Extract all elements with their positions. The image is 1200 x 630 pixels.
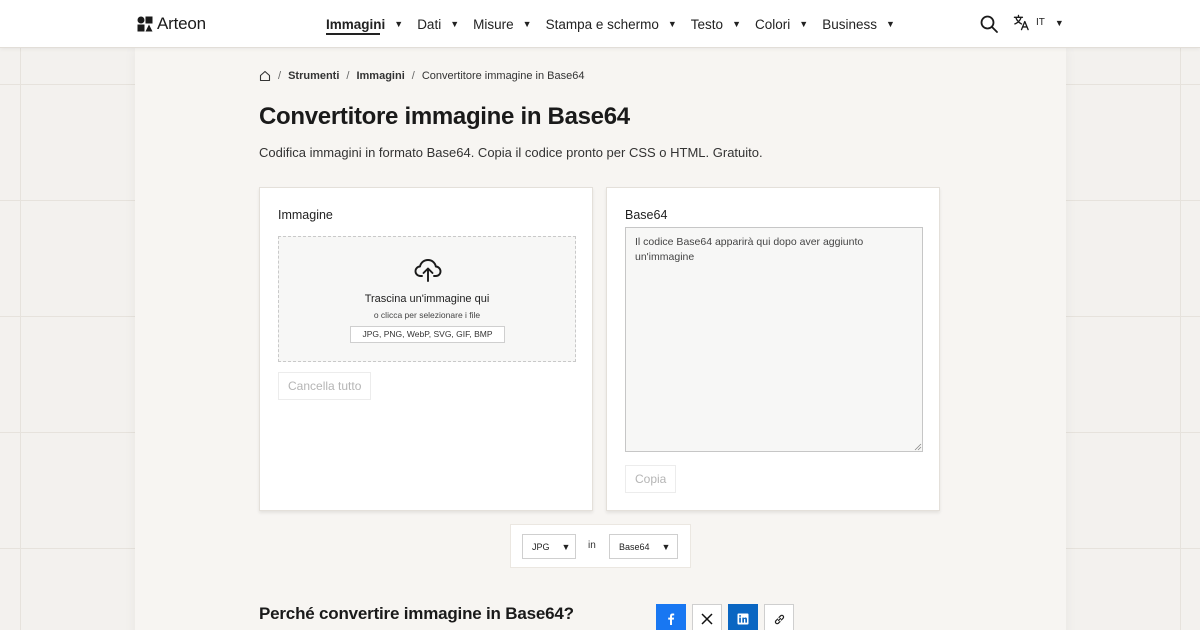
caret-down-icon: ▼ <box>1054 17 1064 28</box>
cloud-upload-icon <box>413 255 443 285</box>
link-icon <box>773 613 786 626</box>
x-icon <box>701 613 713 625</box>
image-label: Immagine <box>278 208 333 222</box>
from-format-value: JPG <box>532 541 550 552</box>
nav-item-colori[interactable] <box>755 0 808 48</box>
from-format-select[interactable] <box>522 534 576 559</box>
nav-label: Business <box>822 16 877 32</box>
main-content <box>135 48 1066 630</box>
caret-down-icon: ▼ <box>394 19 404 29</box>
supported-formats-badge: JPG, PNG, WebP, SVG, GIF, BMP <box>350 326 505 343</box>
nav-label: Testo <box>690 16 724 32</box>
nav-label: Misure <box>473 16 514 32</box>
share-x-button[interactable] <box>692 604 722 630</box>
page-subtitle: Codifica immagini in formato Base64. Copia il codice pronto per CSS o HTML. Gratuito. <box>259 145 763 160</box>
caret-down-icon: ▼ <box>885 19 895 29</box>
breadcrumb-separator: / <box>278 70 282 82</box>
to-format-select[interactable] <box>609 534 678 559</box>
nav-label: Immagini <box>326 16 386 32</box>
breadcrumb-current: Convertitore immagine in Base64 <box>421 70 585 82</box>
share-linkedin-button[interactable] <box>728 604 758 630</box>
nav-label: Colori <box>755 16 791 32</box>
page-title: Convertitore immagine in Base64 <box>259 103 630 130</box>
why-section-title: Perché convertire immagine in Base64? <box>259 604 574 623</box>
base64-output-card <box>606 187 940 511</box>
caret-down-icon: ▼ <box>732 19 741 29</box>
base64-output-textarea[interactable] <box>625 227 923 452</box>
home-icon[interactable] <box>259 70 271 82</box>
share-facebook-button[interactable] <box>656 604 686 630</box>
caret-down-icon: ▼ <box>450 19 460 29</box>
active-underline <box>326 33 380 35</box>
dropzone-subtitle: o clicca per selezionare i file <box>373 310 481 320</box>
nav-item-business[interactable] <box>822 0 895 48</box>
nav-item-misure[interactable] <box>473 0 531 48</box>
breadcrumb-separator: / <box>346 70 350 82</box>
search-icon[interactable] <box>979 14 999 34</box>
nav-label: Dati <box>417 16 442 32</box>
nav-item-testo[interactable] <box>691 0 741 48</box>
nav-label: Stampa e schermo <box>545 16 659 32</box>
facebook-icon <box>665 613 677 625</box>
logo-icon <box>137 16 153 32</box>
site-header <box>0 0 1200 48</box>
image-input-card <box>259 187 593 511</box>
copy-button[interactable]: Copia <box>625 465 676 493</box>
caret-down-icon: ▼ <box>561 541 571 552</box>
language-selector[interactable] <box>1013 14 1064 31</box>
breadcrumb-immagini[interactable]: Immagini <box>356 70 405 82</box>
caret-down-icon: ▼ <box>667 19 677 29</box>
translate-icon <box>1013 14 1030 31</box>
base64-label: Base64 <box>625 208 668 222</box>
logo[interactable] <box>137 14 206 34</box>
nav-item-stampa-e-schermo[interactable] <box>546 0 677 48</box>
breadcrumb-strumenti[interactable]: Strumenti <box>288 70 340 82</box>
breadcrumb-separator: / <box>411 70 415 82</box>
language-code: IT <box>1036 17 1045 28</box>
format-converter-bar <box>510 524 691 568</box>
main-nav <box>326 0 909 48</box>
resize-grip-icon[interactable] <box>914 443 922 451</box>
caret-down-icon: ▼ <box>661 541 671 552</box>
to-format-value: Base64 <box>619 541 650 552</box>
breadcrumb <box>259 70 584 82</box>
clear-all-button[interactable]: Cancella tutto <box>278 372 371 400</box>
in-label: in <box>588 540 596 551</box>
linkedin-icon <box>737 613 749 625</box>
copy-link-button[interactable] <box>764 604 794 630</box>
nav-item-dati[interactable] <box>417 0 459 48</box>
image-dropzone[interactable] <box>278 236 576 362</box>
nav-item-immagini[interactable] <box>326 0 403 48</box>
logo-text: Arteon <box>157 14 206 33</box>
caret-down-icon: ▼ <box>522 19 532 29</box>
dropzone-title: Trascina un'immagine qui <box>364 293 490 305</box>
caret-down-icon: ▼ <box>799 19 809 29</box>
